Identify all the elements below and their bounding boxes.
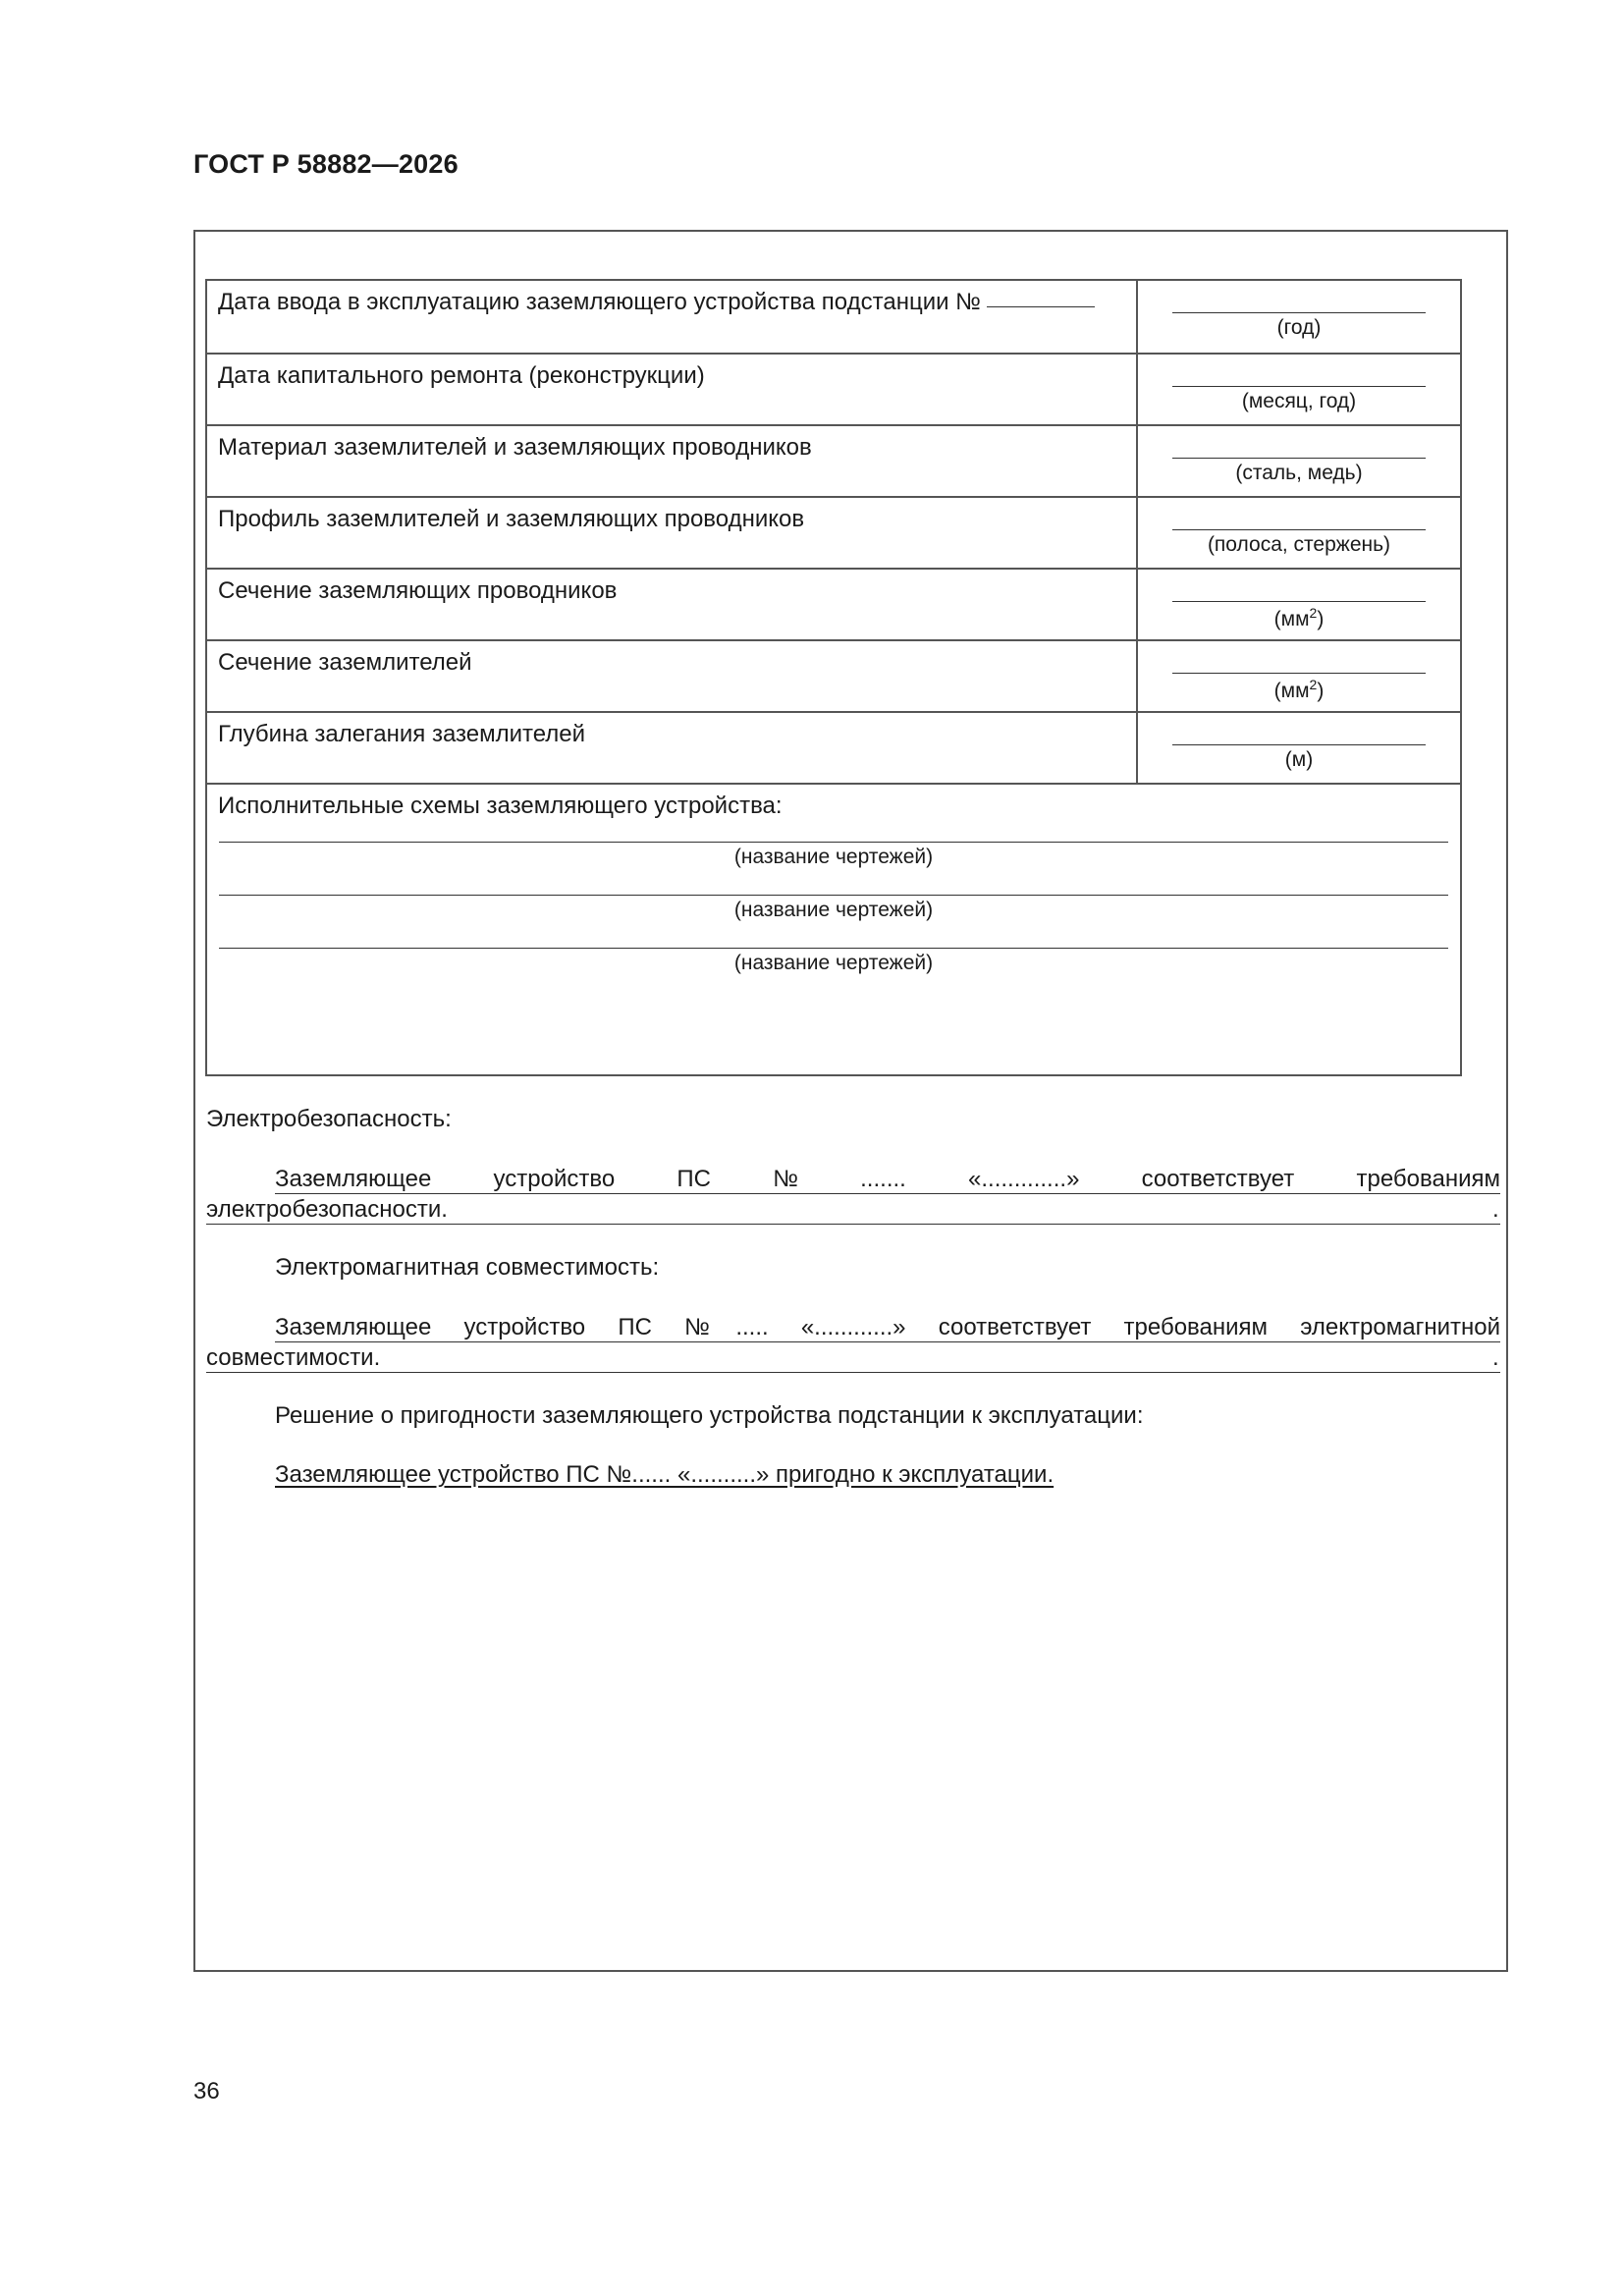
row-label: Сечение заземлителей bbox=[206, 640, 1137, 712]
scheme-hint: (название чертежей) bbox=[733, 952, 934, 974]
electrical-safety-statement bbox=[275, 1166, 1500, 1193]
word: требованиям bbox=[1356, 1166, 1500, 1192]
fill-blank bbox=[1172, 312, 1426, 313]
word: ....... bbox=[860, 1166, 906, 1192]
electrical-safety-heading: Электробезопасность: bbox=[206, 1106, 452, 1132]
row-label: Глубина залегания заземлителей bbox=[206, 712, 1137, 784]
value-hint: (год) bbox=[1276, 316, 1322, 339]
fill-blank bbox=[1172, 386, 1426, 387]
value-hint: (полоса, стержень) bbox=[1207, 533, 1391, 556]
value-cell bbox=[1137, 497, 1461, 569]
value-hint: (месяц, год) bbox=[1241, 390, 1357, 412]
scheme-blank bbox=[219, 948, 1448, 949]
scheme-blank bbox=[219, 842, 1448, 843]
substation-number-blank bbox=[987, 306, 1095, 307]
value-hint: (сталь, медь) bbox=[1235, 462, 1363, 484]
row-label: Дата капитального ремонта (реконструкции) bbox=[206, 354, 1137, 425]
document-code: ГОСТ Р 58882—2026 bbox=[193, 149, 459, 179]
fill-blank bbox=[1172, 601, 1426, 602]
word: соответствует bbox=[1141, 1166, 1295, 1192]
word: «.............» bbox=[968, 1166, 1080, 1192]
scheme-hint: (название чертежей) bbox=[733, 846, 934, 868]
electrical-safety-line2: электробезопасности. bbox=[206, 1196, 448, 1223]
table-row bbox=[206, 354, 1461, 425]
decision-heading: Решение о пригодности заземляющего устройства подстанции к эксплуатации: bbox=[275, 1402, 1144, 1429]
table-row bbox=[206, 712, 1461, 784]
schemes-title: Исполнительные схемы заземляющего устройства: bbox=[218, 793, 783, 819]
passport-table bbox=[205, 279, 1462, 1076]
value-hint: $(мм^2)$ bbox=[1273, 677, 1325, 702]
table-row bbox=[206, 497, 1461, 569]
scheme-hint: (название чертежей) bbox=[733, 899, 934, 921]
scheme-blank bbox=[219, 895, 1448, 896]
table-row bbox=[206, 280, 1461, 354]
underline bbox=[275, 1193, 1500, 1194]
schemes-cell bbox=[206, 784, 1461, 1075]
page-number: 36 bbox=[193, 2078, 220, 2105]
emc-heading: Электромагнитная совместимость: bbox=[275, 1254, 660, 1281]
row-label: Профиль заземлителей и заземляющих проводников bbox=[206, 497, 1137, 569]
value-cell bbox=[1137, 354, 1461, 425]
end-dot: . bbox=[1492, 1196, 1499, 1223]
word: устройство bbox=[493, 1166, 616, 1192]
emc-statement: Заземляющее устройство ПС №..... «............» соответствует требованиям электромагнитной bbox=[275, 1314, 1500, 1340]
row-label: Сечение заземляющих проводников bbox=[206, 569, 1137, 640]
end-dot: . bbox=[1492, 1344, 1499, 1371]
fill-blank bbox=[1172, 458, 1426, 459]
word: Заземляющее bbox=[275, 1166, 432, 1192]
value-cell bbox=[1137, 640, 1461, 712]
emc-line2: совместимости. bbox=[206, 1344, 381, 1371]
value-cell bbox=[1137, 280, 1461, 354]
table-row bbox=[206, 569, 1461, 640]
table-row bbox=[206, 784, 1461, 1075]
underline bbox=[275, 1341, 1500, 1342]
table-row bbox=[206, 425, 1461, 497]
value-hint: $(мм^2)$ bbox=[1273, 605, 1325, 630]
value-hint: (м) bbox=[1284, 748, 1314, 771]
value-cell bbox=[1137, 425, 1461, 497]
value-cell bbox=[1137, 712, 1461, 784]
table-row bbox=[206, 640, 1461, 712]
fill-blank bbox=[1172, 673, 1426, 674]
fill-blank bbox=[1172, 744, 1426, 745]
word: ПС bbox=[676, 1166, 711, 1192]
underline bbox=[206, 1224, 1500, 1225]
row-label: Материал заземлителей и заземляющих проводников bbox=[206, 425, 1137, 497]
underline bbox=[206, 1372, 1500, 1373]
word: № bbox=[773, 1166, 798, 1192]
row-label: Дата ввода в эксплуатацию заземляющего устройства подстанции № bbox=[206, 280, 1137, 354]
decision-statement: Заземляющее устройство ПС №...... «..........» пригодно к эксплуатации. bbox=[275, 1461, 1055, 1488]
value-cell bbox=[1137, 569, 1461, 640]
fill-blank bbox=[1172, 529, 1426, 530]
